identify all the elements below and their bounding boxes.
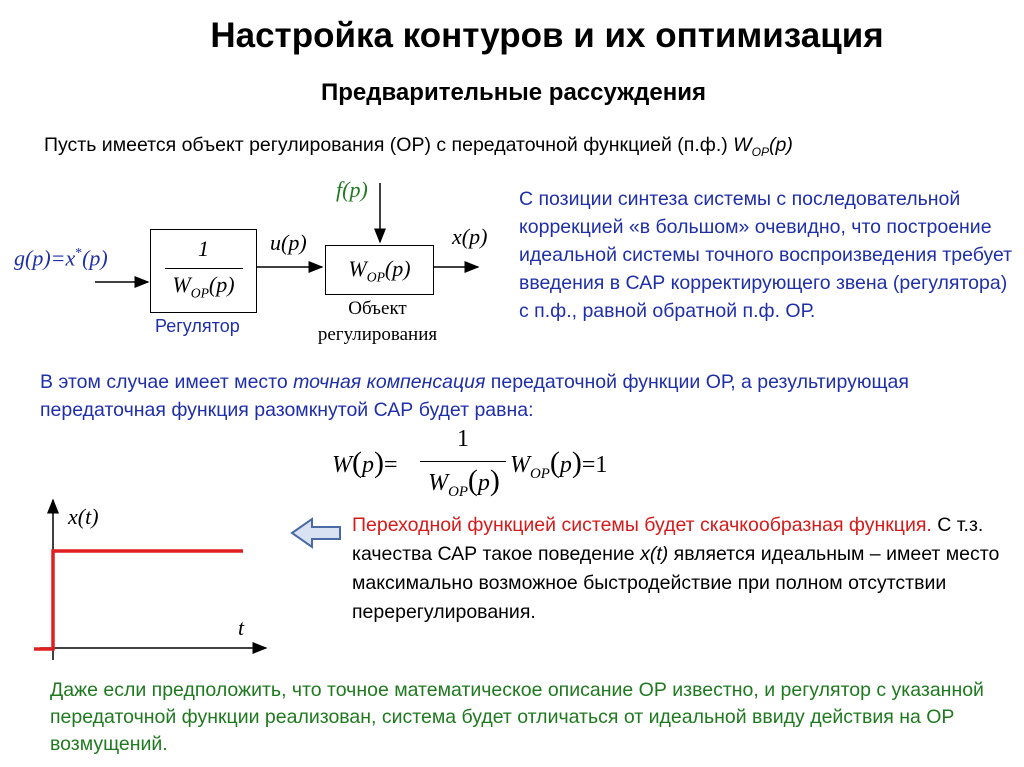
intro-sentence: Пусть имеется объект регулирования (ОР) с передаточной функцией (п.ф.) [44,134,734,156]
compensation-italic: точная компенсация [293,371,486,393]
disturbance-paragraph: Даже если предположить, что точное математическое описание ОР известно, и регулятор с указанной передаточной функции реализован, система будет отличаться от идеальной ввиду действия на ОР возмущений. [50,679,984,755]
formula-rhs-p: p [559,452,572,478]
step-response-red: Переходной функцией системы будет скачкообразная функция. [352,514,932,536]
output-label: x(p) [452,224,488,249]
plant-arg: (p) [384,256,411,281]
intro-w: W [733,134,752,156]
formula-den-sub: OP [448,483,468,500]
regulator-den-sub: OP [190,285,209,301]
intro-w-sub: ОР [751,144,770,159]
regulator-den-w: W [172,272,191,297]
plot-ylabel: x(t) [68,504,99,529]
formula-lhs-w: W [332,452,352,478]
left-arrow-icon [292,519,340,547]
page-title: Настройка контуров и их оптимизация [210,16,884,55]
step-response-xt: x(t) [640,543,669,565]
formula-lhs: W(p)= [332,446,398,479]
step-response-black2: является идеальным – имеет место максимально возможное быстродействие при полном отсутствии перерегулирования. [352,543,1000,623]
compensation-pre: В этом случае имеет место [40,371,294,393]
synthesis-paragraph: С позиции синтеза системы с последовательной коррекцией «в большом» очевидно, что построение идеальной системы точного воспроизведения требует введения в САР корректирующего звена (регулятора) с п.ф., равной обратной п.ф. ОР. [519,188,1013,322]
formula-rhs: $W_{OP}(p)=1$ [510,446,608,482]
signal-u-label: u(p) [270,230,307,255]
input-label-main: g(p)=x [14,245,76,271]
formula-result: 1 [595,452,608,478]
regulator-numerator: 1 [198,236,209,261]
plant-caption-line2: регулирования [317,324,438,345]
input-label-end: (p) [82,245,108,271]
input-label-sup: * [75,245,83,260]
plant-w: W [348,256,367,281]
formula-eq2: = [581,452,596,478]
formula-numerator: 1 [457,426,469,452]
formula-den-p: p [477,470,490,496]
regulator-caption: Регулятор [155,316,240,336]
formula-rhs-sub: OP [530,465,550,482]
step-response-black1: С т.з. качества САР такое поведение [352,514,984,565]
plot-xlabel: t [238,615,245,640]
step-line [34,551,243,649]
formula-denominator: $W_{OP}(p)$ [428,464,500,500]
plant-caption-line1: Объект [348,298,407,319]
intro-w-arg: (p) [769,134,793,156]
regulator-den-arg: (p) [208,272,235,297]
formula-den-w: W [428,470,449,496]
compensation-post: передаточной функции ОР, а результирующая передаточная функция разомкнутой САР будет равна: [40,371,909,421]
formula-eq1: = [384,452,398,478]
plant-sub: OP [366,269,385,285]
step-response-paragraph [352,511,1002,627]
disturbance-label: f(p) [336,177,368,202]
page-subtitle: Предварительные рассуждения [321,79,706,106]
formula-rhs-w: W [510,452,530,478]
formula-lhs-p: p [362,452,374,478]
